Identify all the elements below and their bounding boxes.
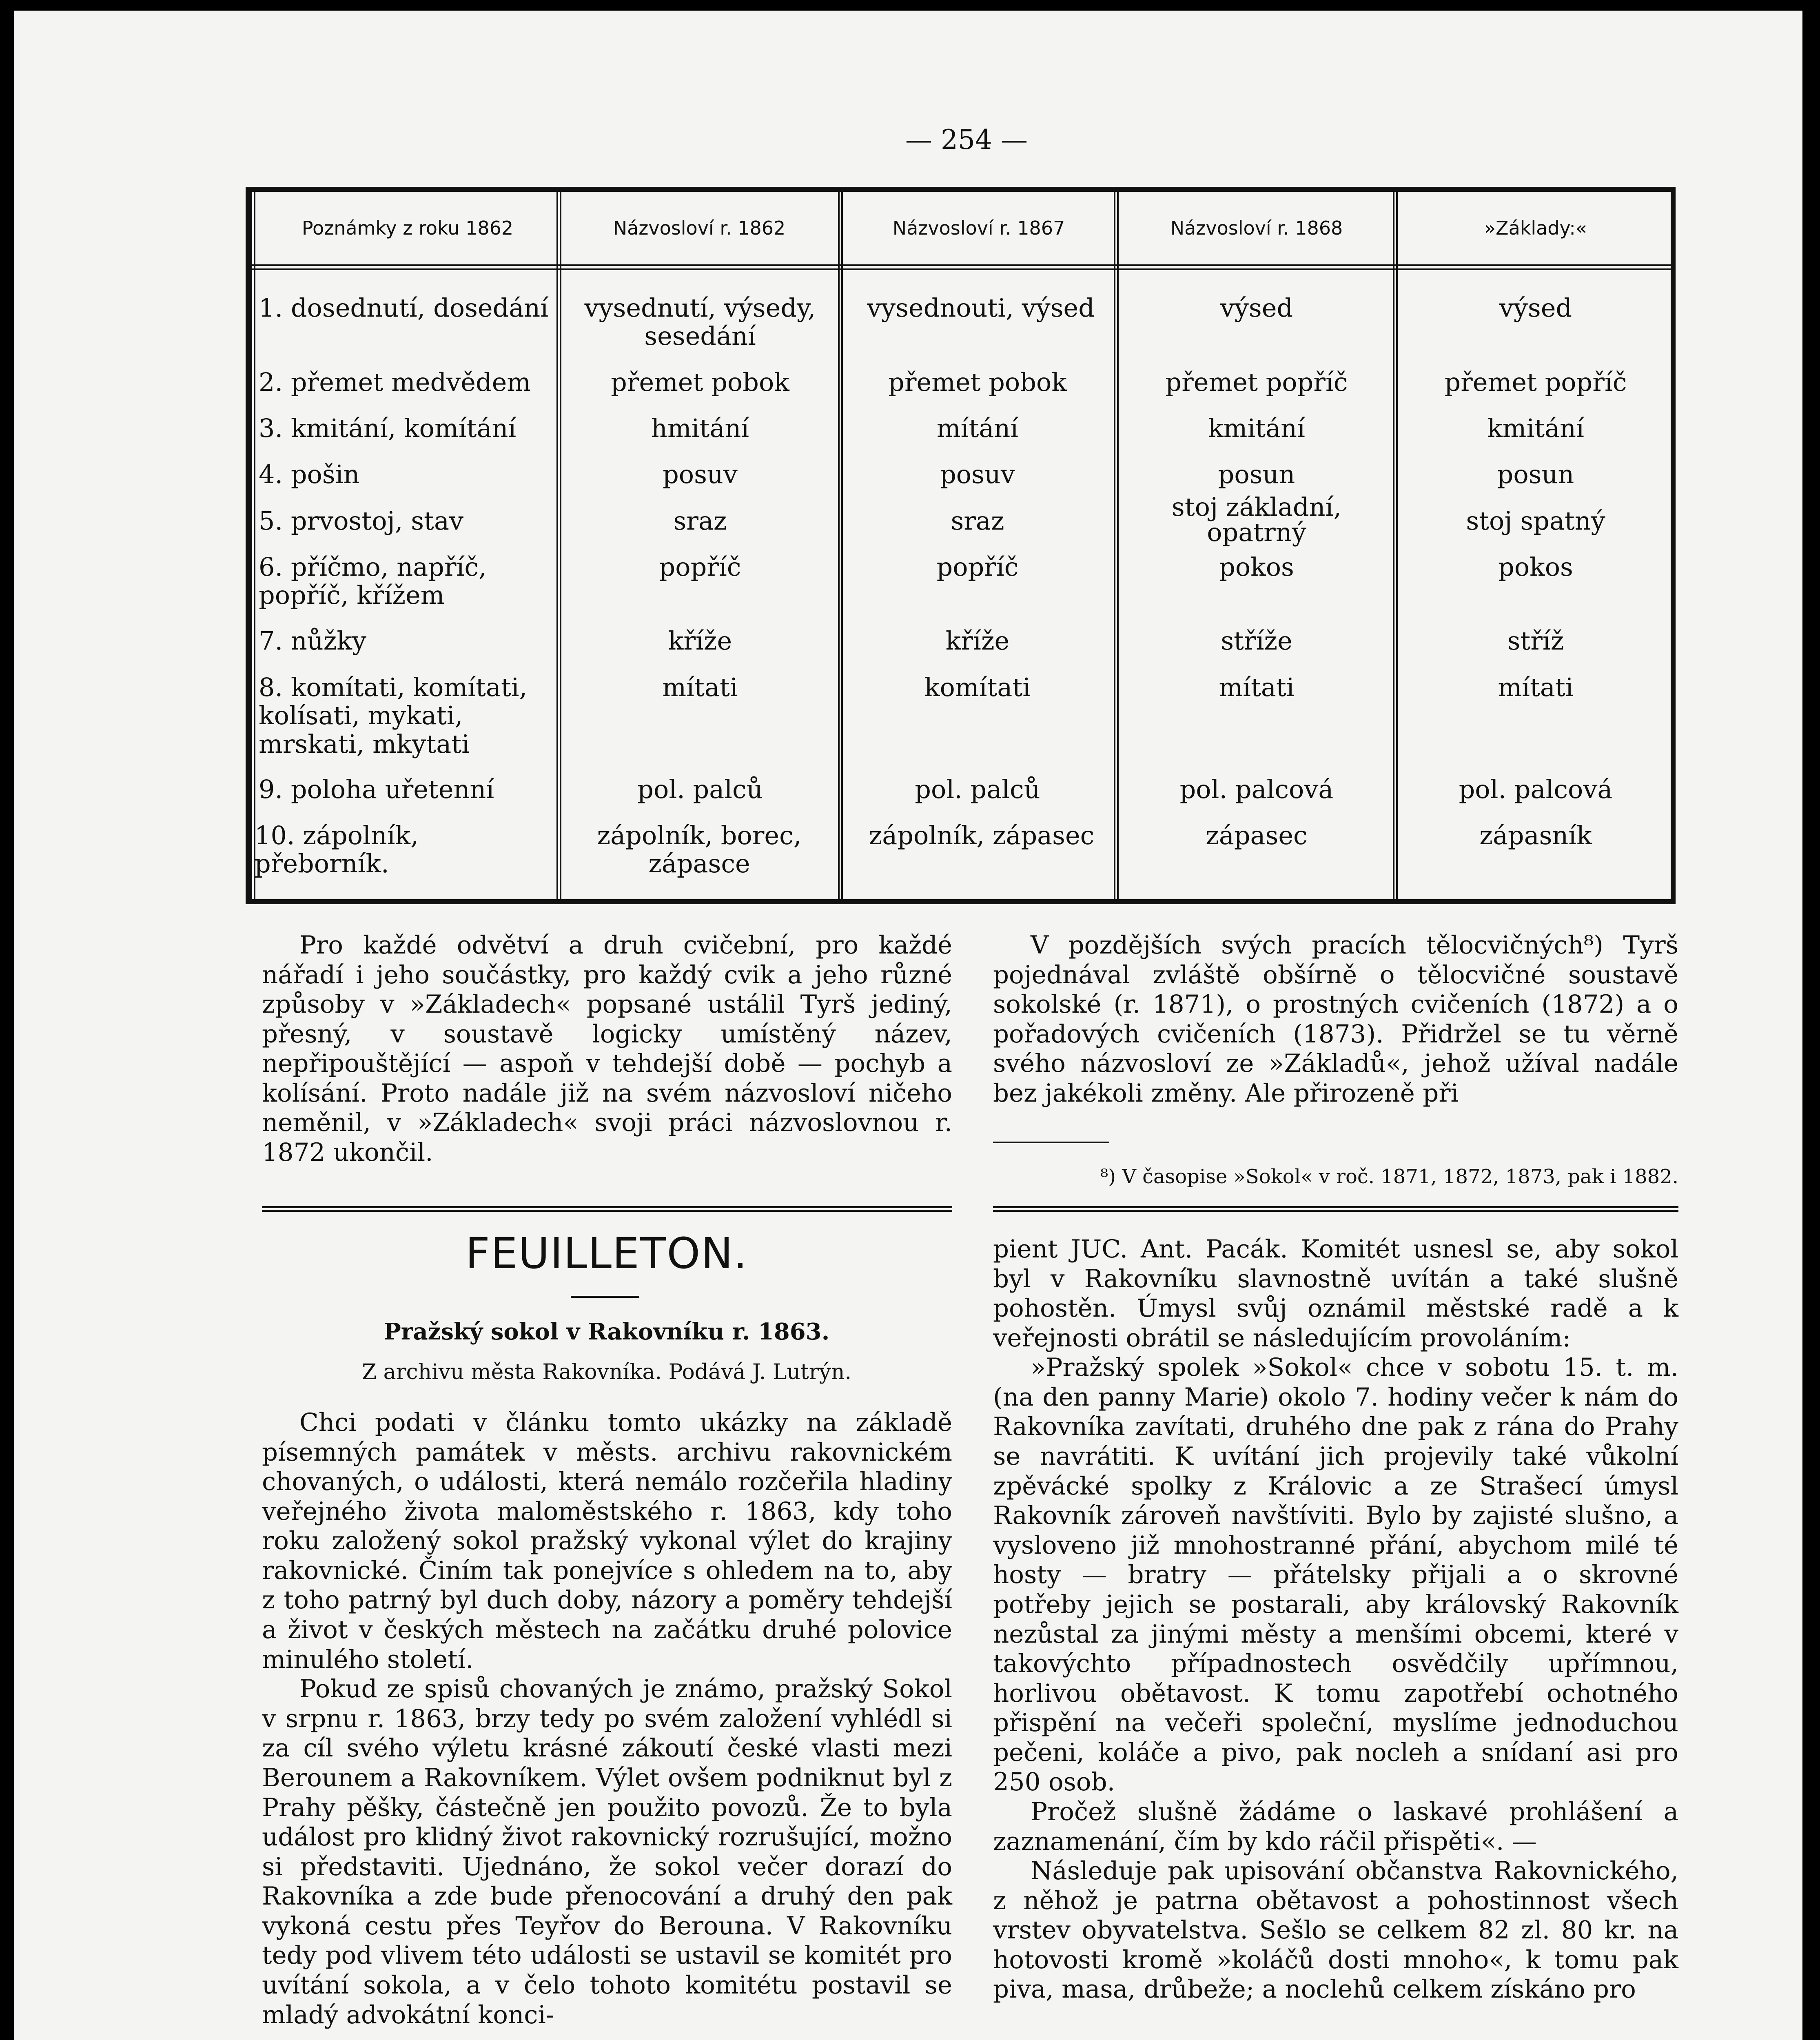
- footnote-rule: [993, 1142, 1109, 1143]
- table-cell: posuv: [663, 459, 738, 489]
- feuilleton-right-column: [993, 1235, 1678, 2005]
- table-cell: mítání: [936, 413, 1019, 443]
- table-cell: výsed: [1499, 293, 1572, 323]
- table-cell: pol. palců: [915, 774, 1040, 804]
- column-header: Názvosloví r. 1867: [892, 217, 1065, 239]
- column-header: Názvosloví r. 1868: [1170, 217, 1343, 239]
- table-cell: pol. palcová: [1179, 774, 1334, 804]
- header-separator: [250, 264, 1671, 270]
- table-cell: stoj základní, opatrný: [1171, 492, 1342, 547]
- table-cell: sraz: [673, 506, 727, 536]
- footnote: ⁸) V časopise »Sokol« v roč. 1871, 1872, 1873, pak i 1882.: [1100, 1165, 1678, 1188]
- section-rule: [993, 1206, 1678, 1212]
- table-cell: kmitání: [1487, 413, 1584, 443]
- table-cell: posun: [1218, 459, 1295, 489]
- table-cell: stoj spatný: [1466, 506, 1605, 536]
- table-cell: sraz: [951, 506, 1004, 536]
- table-cell: stříž: [1507, 626, 1564, 656]
- paragraph: Následuje pak upisování občanstva Rakovnického, z něhož je patrna obětavost a pohostinnost všech vrstev obyvatelstva. Sešlo se celkem 82 zl. 80 kr. na hotovosti kromě »koláčů dosti mnoho«, k tomu pak piva, masa, drůbeže; a noclehů celkem získáno pro: [993, 1856, 1678, 2004]
- upper-left-text: [262, 931, 952, 1168]
- table-cell: hmitání: [651, 413, 749, 443]
- article-subtitle: Z archivu města Rakovníka. Podává J. Lutrýn.: [361, 1360, 851, 1384]
- paragraph: Pročež slušně žádáme o laskavé prohlášení a zaznamenání, čím by kdo ráčil přispěti«. —: [993, 1797, 1678, 1856]
- table-cell: vysednouti, výsed: [867, 293, 1095, 323]
- table-cell: přemet popříč: [1165, 367, 1348, 397]
- table-cell: stříže: [1221, 626, 1292, 656]
- table-cell: zápolník, zápasec: [869, 820, 1095, 850]
- table-cell: posuv: [940, 459, 1015, 489]
- table-cell: popříč: [659, 552, 741, 582]
- table-cell: mítati: [662, 672, 738, 702]
- table-cell: pokos: [1219, 552, 1294, 582]
- quoted-proclamation: »Pražský spolek »Sokol« chce v sobotu 15. t. m. (na den panny Marie) okolo 7. hodiny večer k nám do Rakovníka zavítati, druhého dne pak z rána do Prahy se navrátiti. K uvítání jich projevily také vůkolní zpěvácké spolky z Královic a ze Strašecí úmysl Rakovník zároveň navštíviti. Bylo by zajisté slušno, a vysloveno již mnohostranné přání, abychom milé té hosty — bratry — přátelsky přijali a o skrovné potřeby jejich se postarali, aby královský Rakovník nezůstal za jinými městy a menšími obcemi, které v takovýchto případnostech osvědčily upřímnou, horlivou obětavost. K tomu zapotřebí ochotného přispění na večeři společní, myslíme jednoduchou pečeni, koláče a pivo, pak nocleh a snídaní asi pro 250 osob.: [993, 1353, 1678, 1797]
- feuilleton-left-column: [262, 1408, 952, 2030]
- column-header: Poznámky z roku 1862: [301, 217, 514, 239]
- table-cell: přemet pobok: [888, 367, 1067, 397]
- table-cell: výsed: [1220, 293, 1293, 323]
- document-page: [14, 11, 1802, 2040]
- table-cell: 2. přemet medvědem: [259, 367, 531, 397]
- page-number: — 254 —: [905, 124, 1028, 155]
- table-cell: 5. prvostoj, stav: [259, 506, 463, 536]
- column-divider: [1393, 192, 1398, 899]
- table-cell: zápasník: [1479, 820, 1592, 850]
- upper-right-text: [993, 931, 1678, 1108]
- table-cell: 9. poloha uřetenní: [259, 774, 494, 804]
- article-title: Pražský sokol v Rakovníku r. 1863.: [384, 1318, 830, 1345]
- table-cell: 4. pošin: [259, 459, 360, 489]
- short-rule: [571, 1296, 639, 1298]
- column-divider: [556, 192, 561, 899]
- table-cell: přemet pobok: [611, 367, 789, 397]
- terminology-table: [246, 187, 1676, 904]
- table-cell: kříže: [668, 626, 732, 656]
- table-cell: 6. příčmo, napříč, popříč, křížem: [259, 552, 487, 610]
- table-cell: pol. palců: [637, 774, 763, 804]
- section-rule: [262, 1206, 952, 1212]
- table-cell: 1. dosednutí, dosedání: [259, 293, 549, 323]
- table-cell: zápasec: [1206, 820, 1308, 850]
- table-cell: 7. nůžky: [259, 626, 366, 656]
- table-cell: pol. palcová: [1459, 774, 1613, 804]
- table-cell: popříč: [936, 552, 1019, 582]
- table-cell: zápolník, borec, zápasce: [597, 820, 802, 879]
- table-cell: 10. zápolník, přeborník.: [255, 820, 419, 879]
- table-cell: komítati: [924, 672, 1031, 702]
- column-header: »Základy:«: [1484, 217, 1587, 239]
- table-cell: kříže: [945, 626, 1010, 656]
- table-cell: 3. kmitání, komítání: [259, 413, 517, 443]
- table-cell: pokos: [1498, 552, 1573, 582]
- column-divider: [1114, 192, 1119, 899]
- table-cell: vysednutí, výsedy, sesedání: [584, 293, 816, 351]
- table-cell: přemet popříč: [1444, 367, 1627, 397]
- paragraph: Pokud ze spisů chovaných je známo, pražský Sokol v srpnu r. 1863, brzy tedy po svém založení vyhlédl si za cíl svého výletu krásné zákoutí české vlasti mezi Berounem a Rakovníkem. Výlet ovšem podniknut byl z Prahy pěšky, částečně jen použito povozů. Že to byla událost pro klidný život rakovnický rozrušující, možno si představiti. Ujednáno, že sokol večer dorazí do Rakovníka a zde bude přenocování a druhý den pak vykoná cestu přes Teyřov do Berouna. V Rakovníku tedy pod vlivem této události se ustavil se komitét pro uvítání sokola, a v čelo tohoto komitétu postavil se mladý advokátní konci-: [262, 1674, 952, 2029]
- table-cell: mítati: [1498, 672, 1574, 702]
- feuilleton-heading: FEUILLETON.: [465, 1228, 748, 1278]
- paragraph: V pozdějších svých pracích tělocvičných⁸) Tyrš pojednával zvláště obšírně o tělocvičné soustavě sokolské (r. 1871), o prostných cvičeních (1872) a o pořadových cvičeních (1873). Přidržel se tu věrně svého názvosloví ze »Základů«, jehož užíval nadále bez jakékoli změny. Ale přirozeně při: [993, 931, 1678, 1108]
- table-cell: kmitání: [1208, 413, 1305, 443]
- paragraph: Pro každé odvětví a druh cvičební, pro každé nářadí i jeho součástky, pro každý cvik a jeho různé způsoby v »Základech« popsané ustálil Tyrš jediný, přesný, v soustavě logicky umístěný název, nepřipouštějící — aspoň v tehdejší době — pochyb a kolísání. Proto nadále již na svém názvosloví ničeho neměnil, v »Základech« svoji práci názvoslovnou r. 1872 ukončil.: [262, 931, 952, 1167]
- column-header: Názvosloví r. 1862: [613, 217, 786, 239]
- table-cell: posun: [1497, 459, 1574, 489]
- paragraph: pient JUC. Ant. Pacák. Komitét usnesl se, aby sokol byl v Rakovníku slavnostně uvítán a také slušně pohostěn. Úmysl svůj oznámil městské radě a k veřejnosti obrátil se následujícím provoláním:: [993, 1235, 1678, 1353]
- paragraph: Chci podati v článku tomto ukázky na základě písemných památek v městs. archivu rakovnickém chovaných, o události, která nemálo rozčeřila hladiny veřejného života maloměstského r. 1863, kdy toho roku založený sokol pražský vykonal výlet do krajiny rakovnické. Činím tak ponejvíce s ohledem na to, aby z toho patrný byl duch doby, názory a poměry tehdejší a život v českých městech na začátku druhé polovice minulého století.: [262, 1408, 952, 1674]
- table-cell: 8. komítati, komítati, kolísati, mykati, mrskati, mkytati: [259, 672, 528, 759]
- table-cell: mítati: [1219, 672, 1295, 702]
